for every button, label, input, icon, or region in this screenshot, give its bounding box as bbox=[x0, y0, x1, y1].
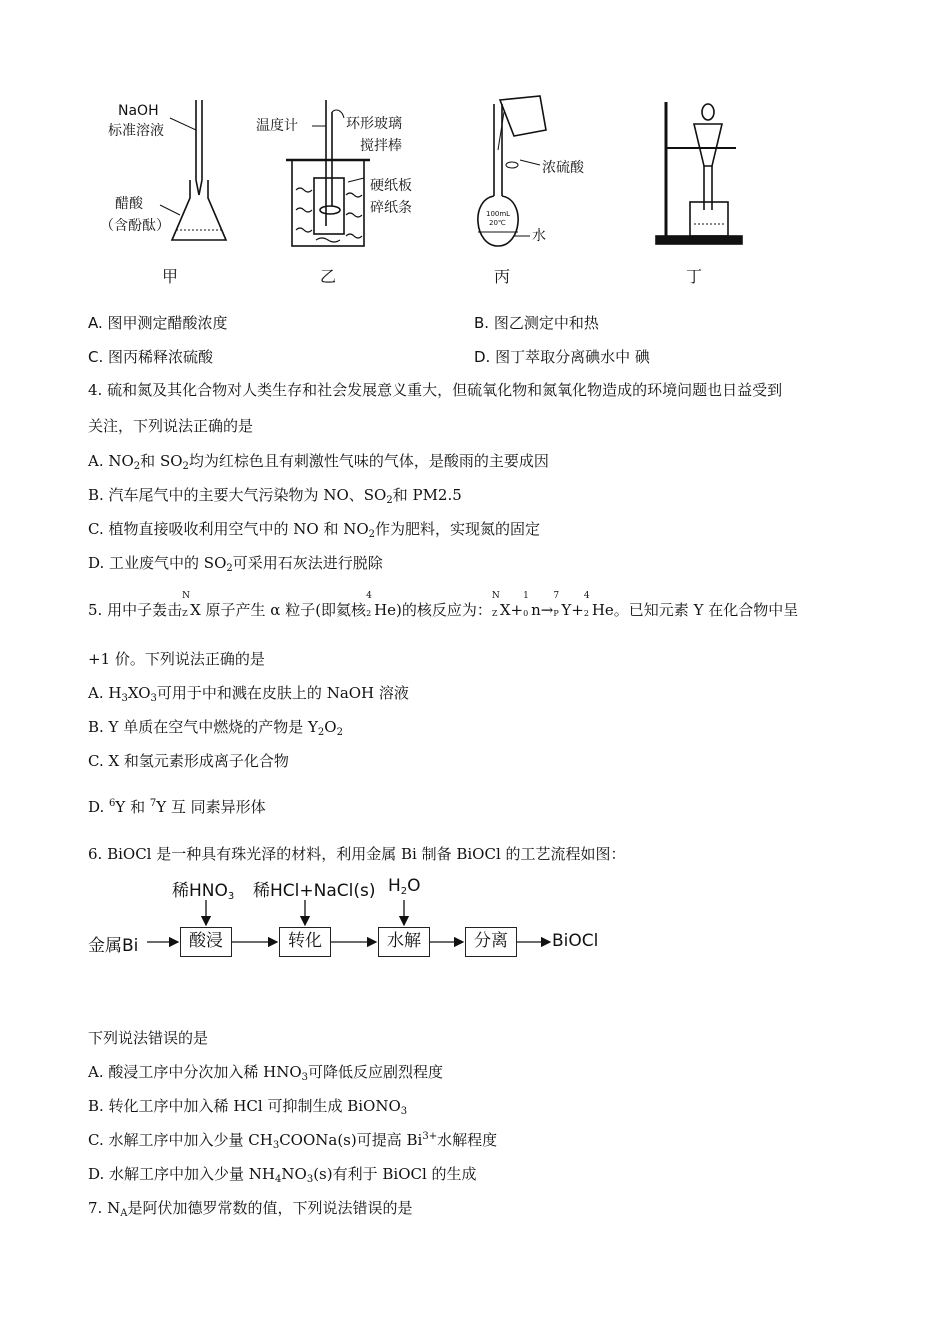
label-glass-stirrer-1: 环形玻璃 bbox=[346, 116, 402, 132]
nuclide-y: 7 P bbox=[553, 591, 560, 618]
flow-start-bi: 金属Bi bbox=[88, 936, 139, 956]
flow-step-hydrolysis: 水解 bbox=[378, 927, 430, 957]
reagent-hcl-nacl: 稀HCl+NaCl(s) bbox=[253, 881, 376, 901]
caption-ding: 丁 bbox=[686, 267, 703, 286]
q5-option-a: A. $H_3XO_3$可用于中和溅在皮肤上的 NaOH 溶液 bbox=[88, 684, 409, 704]
label-standard-solution: 标准溶液 bbox=[108, 123, 164, 139]
label-thermometer: 温度计 bbox=[256, 118, 298, 134]
q6-option-a: A. 酸浸工序中分次加入稀 $HNO_3$可降低反应剧烈程度 bbox=[88, 1063, 444, 1083]
label-acetic-acid: 醋酸 bbox=[115, 196, 143, 212]
nuclide-he-eq: 4 2 bbox=[583, 591, 590, 618]
nuclide-x: N Z bbox=[182, 591, 190, 618]
q4-stem-line1: 4. 硫和氮及其化合物对人类生存和社会发展意义重大，但硫氧化物和氮氧化物造成的环境问题也日益受到 bbox=[88, 381, 783, 399]
nuclide-x-eq: N Z bbox=[491, 591, 500, 618]
caption-bing: 丙 bbox=[494, 267, 511, 286]
q4-option-b: B. 汽车尾气中的主要大气污染物为 NO、$SO_2$和 PM2.5 bbox=[88, 486, 462, 506]
nuclide-n: 1 0 bbox=[523, 591, 529, 618]
caption-jia: 甲 bbox=[162, 267, 179, 286]
label-cardboard: 硬纸板 bbox=[370, 178, 412, 194]
flow-step-conversion: 转化 bbox=[279, 927, 331, 957]
q4-stem-line2: 关注，下列说法正确的是 bbox=[88, 417, 254, 435]
q3-option-a: A. 图甲测定醋酸浓度 bbox=[88, 314, 228, 332]
q5-stem-line1: 5. 用中子轰击 N Z X 原子产生 α 粒子(即氦核 4 2 He)的核反应为： N Z X+ 1 0 n→ 7 P Y+ 4 2 He。已知元素 Y 在化合物中呈 bbox=[88, 591, 799, 619]
q4-option-c: C. 植物直接吸收利用空气中的 NO 和 $NO_2$作为肥料，实现氮的固定 bbox=[88, 520, 541, 540]
q3-option-d: D. 图丁萃取分离碘水中 碘 bbox=[474, 348, 650, 366]
q3-option-c: C. 图丙稀释浓硫酸 bbox=[88, 348, 214, 366]
q3-option-b: B. 图乙测定中和热 bbox=[474, 314, 599, 332]
label-with-phenolphthalein: （含酚酞） bbox=[100, 218, 170, 234]
q5-option-c: C. X 和氢元素形成离子化合物 bbox=[88, 752, 289, 770]
flow-step-acid-leach: 酸浸 bbox=[180, 927, 232, 957]
flow-step-separation: 分离 bbox=[465, 927, 517, 957]
label-water: 水 bbox=[532, 228, 546, 244]
flask-mark-temp: 20℃ bbox=[489, 219, 506, 227]
flow-end-biocl: BiOCl bbox=[552, 931, 599, 951]
reagent-water: $H_2O$ bbox=[388, 876, 421, 897]
label-naoh: NaOH bbox=[118, 103, 159, 119]
flask-mark-volume: 100mL bbox=[486, 210, 511, 218]
q6-option-d: D. 水解工序中加入少量 $NH_4NO_3(s)$有利于 BiOCl 的生成 bbox=[88, 1165, 477, 1185]
label-glass-stirrer-2: 搅拌棒 bbox=[360, 138, 402, 154]
q6-stem2: 下列说法错误的是 bbox=[88, 1029, 209, 1047]
q5-option-b: B. Y 单质在空气中燃烧的产物是 $Y_2O_2$ bbox=[88, 718, 343, 738]
caption-yi: 乙 bbox=[320, 267, 337, 286]
q6-option-b: B. 转化工序中加入稀 HCl 可抑制生成 BiONO$_3$ bbox=[88, 1097, 408, 1117]
nuclide-he: 4 2 bbox=[366, 591, 372, 618]
reagent-dilute-hno3: 稀$HNO_3$ bbox=[172, 881, 235, 902]
q5-stem-line2: +1 价。下列说法正确的是 bbox=[88, 650, 265, 668]
label-conc-sulfuric-acid: 浓硫酸 bbox=[542, 160, 584, 176]
label-paper-scraps: 碎纸条 bbox=[370, 200, 412, 216]
q6-option-c: C. 水解工序中加入少量 $CH_3COONa(s)$可提高 $Bi^{3+}$水解程度 bbox=[88, 1131, 498, 1151]
q6-stem: 6. BiOCl 是一种具有珠光泽的材料，利用金属 Bi 制备 BiOCl 的工艺流程如图： bbox=[88, 845, 626, 863]
q4-option-d: D. 工业废气中的 $SO_2$可采用石灰法进行脱除 bbox=[88, 554, 383, 574]
q5-option-d: D. $^6$Y 和 $^7$Y 互 同素异形体 bbox=[88, 798, 266, 816]
q4-option-a: A. $NO_2$和 $SO_2$均为红棕色且有刺激性气味的气体，是酸雨的主要成因 bbox=[88, 452, 549, 472]
q7-stem: 7. $N_A$是阿伏加德罗常数的值，下列说法错误的是 bbox=[88, 1199, 413, 1219]
